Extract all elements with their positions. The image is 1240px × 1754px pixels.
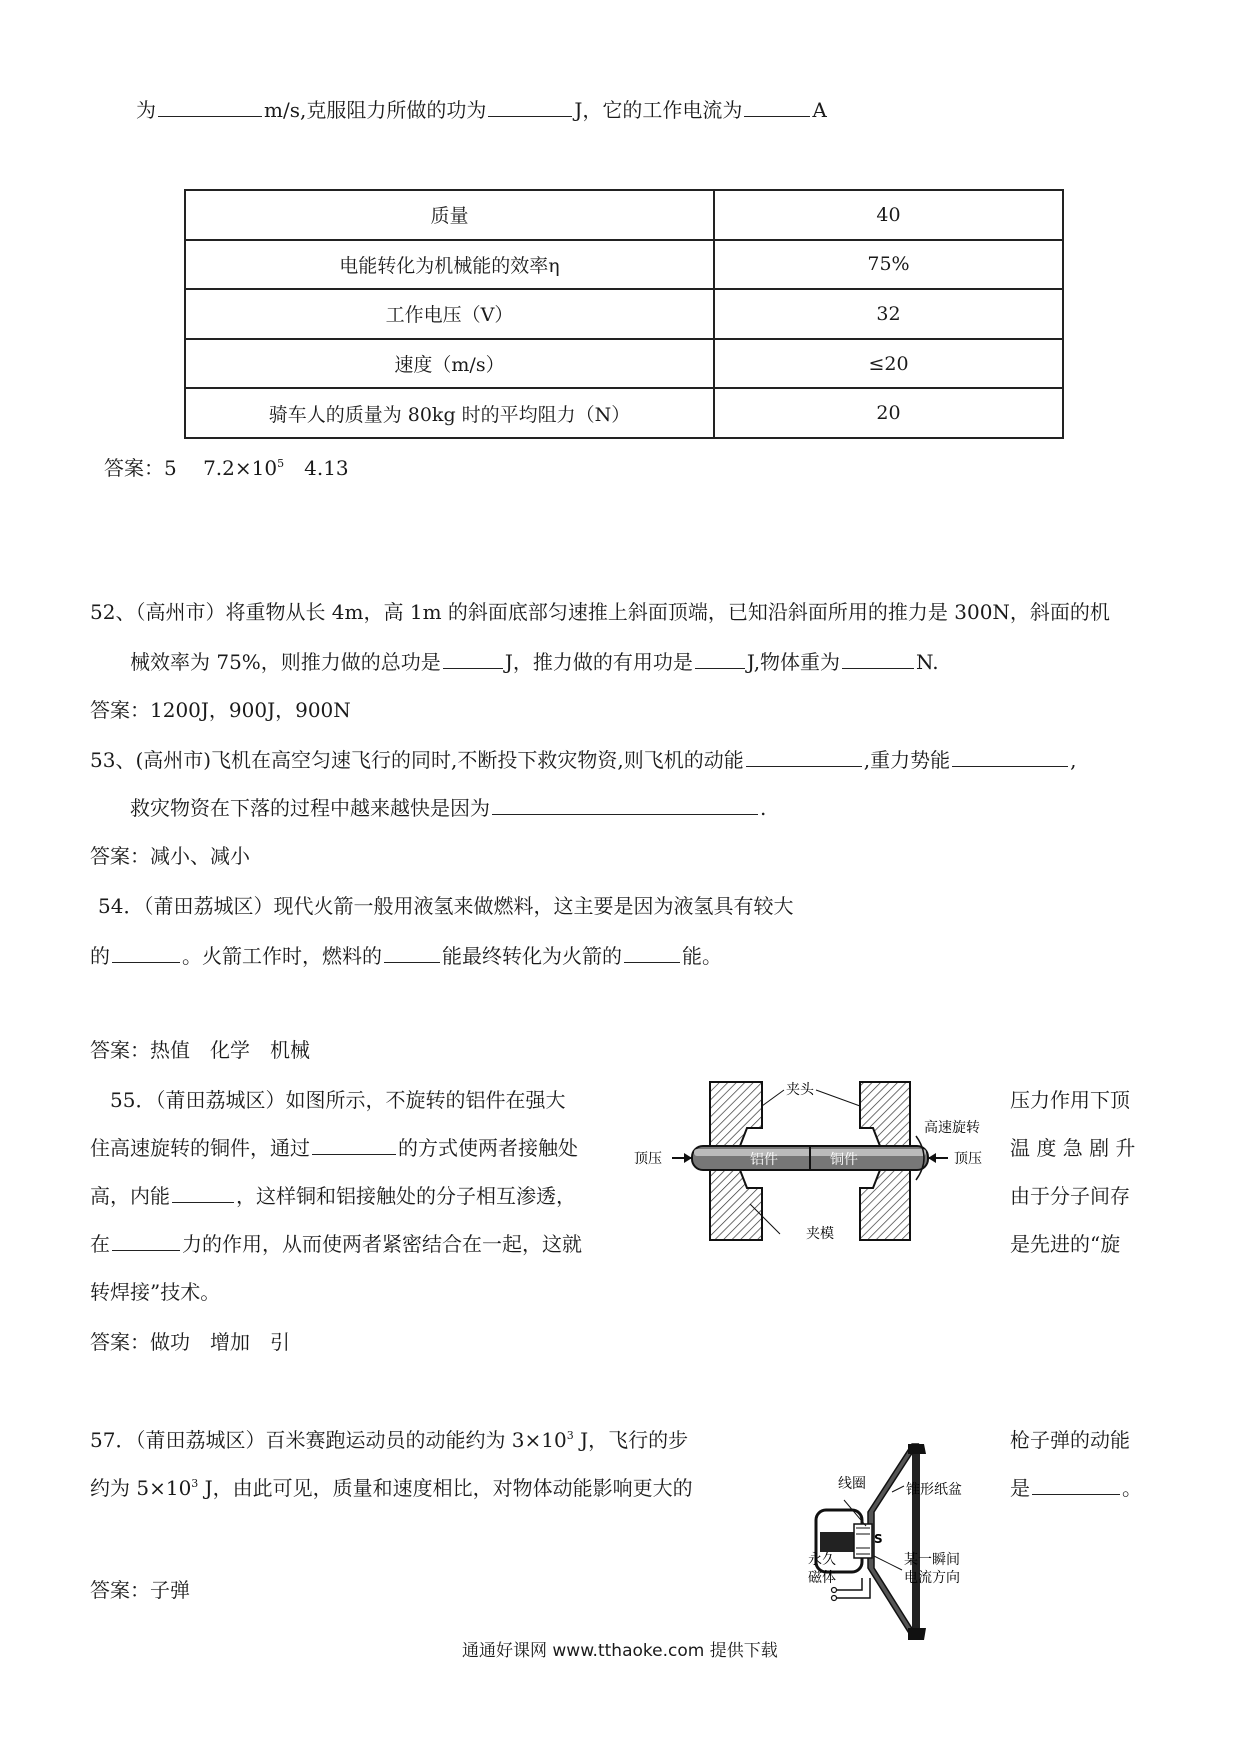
- label-line: [874, 1556, 902, 1570]
- permanent-magnet: [820, 1532, 854, 1552]
- table-row: [185, 388, 1063, 438]
- q53-question-line1: [90, 746, 1077, 774]
- text: 住高速旋转的铜件，通过: [90, 1136, 310, 1160]
- q52-answer: 答案：1200J，900J，900N: [90, 698, 351, 722]
- superscript: 3: [566, 1429, 574, 1442]
- text: 57．（莆田荔城区）百米赛跑运动员的动能约为 3×10: [90, 1428, 567, 1452]
- label-current-direction: 电流方向: [904, 1570, 960, 1586]
- label-press-right: 顶压: [954, 1151, 982, 1167]
- q55-text-line: 转焊接”技术。: [90, 1280, 221, 1304]
- text: .: [760, 796, 767, 820]
- label-mold: 夹模: [806, 1226, 834, 1242]
- q55-text-line: 55．（莆田荔城区）如图所示，不旋转的铝件在强大: [110, 1088, 566, 1112]
- answer-blank[interactable]: [384, 944, 440, 963]
- label-chuck: 夹头: [786, 1082, 814, 1098]
- answer-blank[interactable]: [1032, 1476, 1120, 1495]
- chuck-left-bottom: [710, 1170, 762, 1240]
- lead-wire: [836, 1578, 862, 1590]
- q53-answer: 答案：减小、减小: [90, 844, 250, 868]
- answer-blank[interactable]: [744, 98, 810, 117]
- text: 械效率为 75%，则推力做的总功是: [130, 650, 441, 674]
- q51-question-line: [136, 96, 827, 124]
- q55-text-line: [90, 1134, 578, 1162]
- label-south-pole: S: [874, 1532, 883, 1546]
- answer-blank[interactable]: [695, 650, 745, 669]
- text: 的方式使两者接触处: [398, 1136, 578, 1160]
- q55-text-right: 压力作用下顶: [1010, 1088, 1130, 1112]
- lead-wire: [836, 1578, 870, 1598]
- label-press-left: 顶压: [634, 1151, 662, 1167]
- chuck-right-bottom: [860, 1170, 910, 1240]
- text: A: [812, 98, 827, 122]
- answer-blank[interactable]: [443, 650, 503, 669]
- q51-answer: [104, 454, 349, 482]
- table-cell-value: 75%: [714, 240, 1063, 290]
- label-instant: 某一瞬间: [904, 1552, 960, 1568]
- q55-text-right: 由于分子间存: [1010, 1184, 1130, 1208]
- text: J，飞行的步: [573, 1428, 689, 1452]
- table-cell-value: ≤20: [714, 339, 1063, 389]
- q53-question-line2: [130, 794, 766, 822]
- text: m/s,克服阻力所做的功为: [264, 98, 487, 122]
- answer-blank[interactable]: [952, 748, 1068, 767]
- label-coil: 线圈: [838, 1476, 866, 1492]
- superscript: 3: [191, 1477, 199, 1490]
- chuck-left-top: [710, 1082, 762, 1146]
- table-cell-label: 骑车人的质量为 80kg 时的平均阻力（N）: [185, 388, 714, 438]
- label-high-speed-rotation: 高速旋转: [924, 1120, 980, 1136]
- q52-question-line1: 52、（高州市）将重物从长 4m，高 1m 的斜面底部匀速推上斜面顶端，已知沿斜面所用的推力是 300N，斜面的机: [90, 600, 1110, 624]
- q55-text-line: [90, 1230, 582, 1258]
- table-row: [185, 339, 1063, 389]
- q54-question-line2: [90, 942, 722, 970]
- table-cell-label: 工作电压（V）: [185, 289, 714, 339]
- text: ，这样铜和铝接触处的分子相互渗透，: [236, 1184, 576, 1208]
- terminal: [832, 1596, 837, 1601]
- text: J，推力做的有用功是: [504, 650, 693, 674]
- text: 能。: [682, 944, 722, 968]
- answer-blank[interactable]: [842, 650, 914, 669]
- text: 的: [90, 944, 110, 968]
- table-row: [185, 240, 1063, 290]
- answer-blank[interactable]: [112, 1232, 180, 1251]
- table-row: [185, 289, 1063, 339]
- text: J,物体重为: [746, 650, 841, 674]
- answer-blank[interactable]: [624, 944, 680, 963]
- table-cell-label: 质量: [185, 190, 714, 240]
- label-aluminum-part: 铝件: [750, 1152, 778, 1168]
- q57-question-line2: [90, 1474, 693, 1502]
- answer-blank[interactable]: [158, 98, 262, 117]
- spec-table: [184, 189, 1064, 439]
- label-magnet: 磁体: [808, 1570, 836, 1586]
- chuck-right-top: [860, 1082, 910, 1146]
- answer-blank[interactable]: [492, 796, 758, 815]
- table-cell-value: 32: [714, 289, 1063, 339]
- q57-answer: 答案：子弹: [90, 1578, 190, 1602]
- label-copper-part: 铜件: [830, 1152, 858, 1168]
- q54-answer: 答案：热值 化学 机械: [90, 1038, 310, 1062]
- cone-rim: [912, 1444, 920, 1638]
- text: 53、(高州市)飞机在高空匀速飞行的同时,不断投下救灾物资,则飞机的动能: [90, 748, 744, 772]
- table-cell-label: 速度（m/s）: [185, 339, 714, 389]
- table-cell-value: 20: [714, 388, 1063, 438]
- q55-text-right: 温 度 急 剧 升: [1010, 1136, 1136, 1160]
- text: 高，内能: [90, 1184, 170, 1208]
- label-line: [892, 1486, 904, 1492]
- text: J，它的工作电流为: [574, 98, 743, 122]
- cone-bottom-edge: [908, 1628, 926, 1640]
- text: N.: [916, 650, 939, 674]
- answer-blank[interactable]: [172, 1184, 234, 1203]
- text: 答案：5 7.2×10: [104, 456, 278, 480]
- superscript: 5: [277, 457, 285, 470]
- table-cell-label: 电能转化为机械能的效率η: [185, 240, 714, 290]
- terminal: [832, 1588, 837, 1593]
- answer-blank[interactable]: [746, 748, 862, 767]
- text: 能最终转化为火箭的: [442, 944, 622, 968]
- q57-text-right: 枪子弹的动能: [1010, 1428, 1130, 1452]
- text: 是: [1010, 1476, 1030, 1500]
- text: 力的作用，从而使两者紧密结合在一起，这就: [182, 1232, 582, 1256]
- text: 约为 5×10: [90, 1476, 192, 1500]
- text: 。: [1122, 1476, 1142, 1500]
- text: ,: [1070, 748, 1077, 772]
- q54-question-line1: 54．（莆田荔城区）现代火箭一般用液氢来做燃料，这主要是因为液氢具有较大: [98, 894, 794, 918]
- arrow-right-head: [928, 1153, 936, 1163]
- label-cone-paper: 锥形纸盆: [906, 1482, 962, 1498]
- q57-question-line1: [90, 1426, 688, 1454]
- q55-text-line: [90, 1182, 576, 1210]
- text: 4.13: [284, 456, 349, 480]
- q52-question-line2: [130, 648, 939, 676]
- voice-coil: [854, 1524, 872, 1558]
- text: 。火箭工作时，燃料的: [182, 944, 382, 968]
- q57-text-right: [1010, 1474, 1142, 1502]
- table-cell-value: 40: [714, 190, 1063, 240]
- text: 为: [136, 98, 156, 122]
- q55-answer: 答案：做功 增加 引: [90, 1330, 290, 1354]
- friction-welding-figure: [632, 1076, 1008, 1248]
- arrow-left-head: [684, 1153, 692, 1163]
- label-line: [762, 1090, 784, 1106]
- answer-blank[interactable]: [312, 1136, 396, 1155]
- table-row: [185, 190, 1063, 240]
- footer-watermark: 通通好课网 www.tthaoke.com 提供下载: [462, 1641, 778, 1661]
- cone-top-edge: [908, 1444, 926, 1454]
- text: ,重力势能: [863, 748, 951, 772]
- label-permanent: 永久: [808, 1552, 836, 1568]
- answer-blank[interactable]: [112, 944, 180, 963]
- text: 在: [90, 1232, 110, 1256]
- text: 救灾物资在下落的过程中越来越快是因为: [130, 796, 490, 820]
- answer-blank[interactable]: [488, 98, 572, 117]
- q55-text-right: 是先进的“旋: [1010, 1232, 1121, 1256]
- loudspeaker-figure: [808, 1428, 1006, 1650]
- text: J，由此可见，质量和速度相比，对物体动能影响更大的: [198, 1476, 693, 1500]
- label-line: [816, 1090, 860, 1106]
